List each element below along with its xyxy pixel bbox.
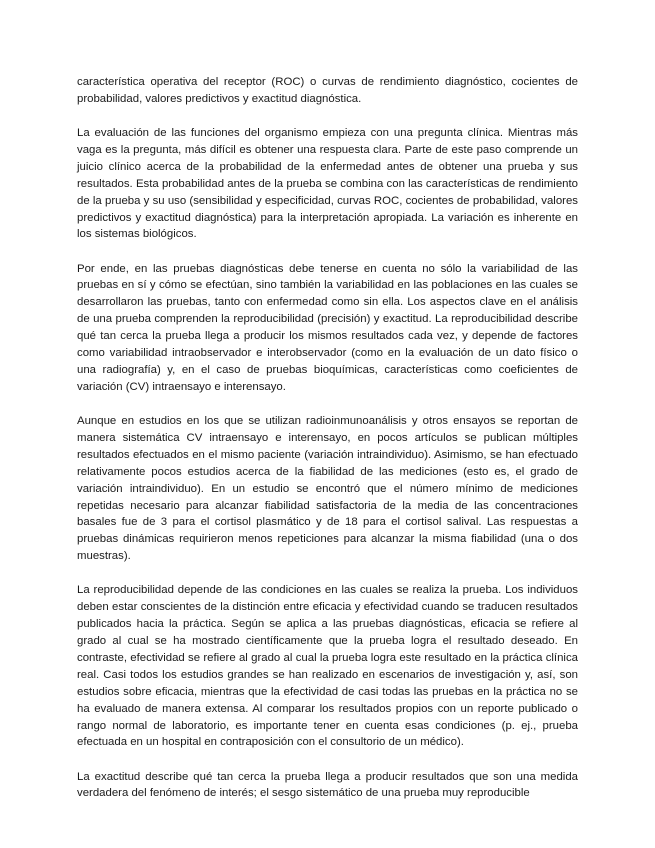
paragraph-accuracy: La exactitud describe qué tan cerca la prueba llega a producir resultados que son una medida verdadera del fenómeno de interés; el sesgo sistemático de una prueba muy reproducible (77, 770, 578, 800)
paragraph-roc-summary: característica operativa del receptor (ROC) o curvas de rendimiento diagnóstico, cocientes de probabilidad, valores predictivos y exactitud diagnóstica. (77, 76, 578, 105)
paragraph-efficacy-effectiveness: La reproducibilidad depende de las condiciones en las cuales se realiza la prueba. Los individuos deben estar conscientes de la distinción entre eficacia y efectividad cuando se traducen resultados publicados hacia la práctica. Según se aplica a las pruebas diagnósticas, eficacia se refiere al grado al cual se ha mostrado científicamente que la prueba logra el resultado deseado. En contraste, efectividad se refiere al grado al cual la prueba logra este resultado en la práctica clínica real. Casi todos los estudios grandes se han realizado en escenarios de investigación y, así, son estudios sobre eficacia, mientras que la efectividad de casi todas las pruebas en la práctica no se ha evaluado de manera extensa. Al comparar los resultados propios con un reporte publicado o rango normal de laboratorio, es importante tener en cuenta esas condiciones (p. ej., prueba efectuada en un hospital en contraposición con el consultorio de un médico). (77, 584, 578, 749)
paragraph-reproducibility-accuracy: Por ende, en las pruebas diagnósticas debe tenerse en cuenta no sólo la variabilidad de las pruebas en sí y cómo se efectúan, sino también la variabilidad en las poblaciones en las cuales se desarrollaron las pruebas, tanto con enfermedad como sin ella. Los aspectos clave en el análisis de una prueba comprenden la reproducibilidad (precisión) y exactitud. La reproducibilidad describe qué tan cerca la prueba llega a producir los mismos resultados cada vez, y depende de factores como variabilidad intraobservador e interobservador (como en la evaluación de un dato físico o una radiografía) y, en el caso de pruebas bioquímicas, características como coeficientes de variación (CV) intraensayo e interensayo. (77, 262, 578, 393)
paragraph-clinical-question: La evaluación de las funciones del organismo empieza con una pregunta clínica. Mientras más vaga es la pregunta, más difícil es obtener una respuesta clara. Parte de este paso comprende un juicio clínico acerca de la probabilidad de la enfermedad antes de obtener una prueba y sus resultados. Esta probabilidad antes de la prueba se combina con las características de rendimiento de la prueba y su uso (sensibilidad y especificidad, curvas ROC, cocientes de probabilidad, valores predictivos y exactitud diagnóstica) para la interpretación apropiada. La variación es inherente en los sistemas biológicos. (77, 127, 578, 241)
paragraph-intraindividual-variation: Aunque en estudios en los que se utilizan radioinmunoanálisis y otros ensayos se reportan de manera sistemática CV intraensayo e interensayo, en pocos artículos se publican múltiples resultados efectuados en el mismo paciente (variación intraindividuo). Asimismo, se han efectuado relativamente pocos estudios acerca de la fiabilidad de las mediciones (esto es, el grado de variación intraindividuo). En un estudio se encontró que el número mínimo de mediciones repetidas necesario para alcanzar fiabilidad satisfactoria de la media de las concentraciones basales fue de 3 para el cortisol plasmático y de 18 para el cortisol salival. Las respuestas a pruebas dinámicas requirieron menos repeticiones para alcanzar la misma fiabilidad (una o dos muestras). (77, 414, 578, 563)
document-page (77, 74, 578, 820)
